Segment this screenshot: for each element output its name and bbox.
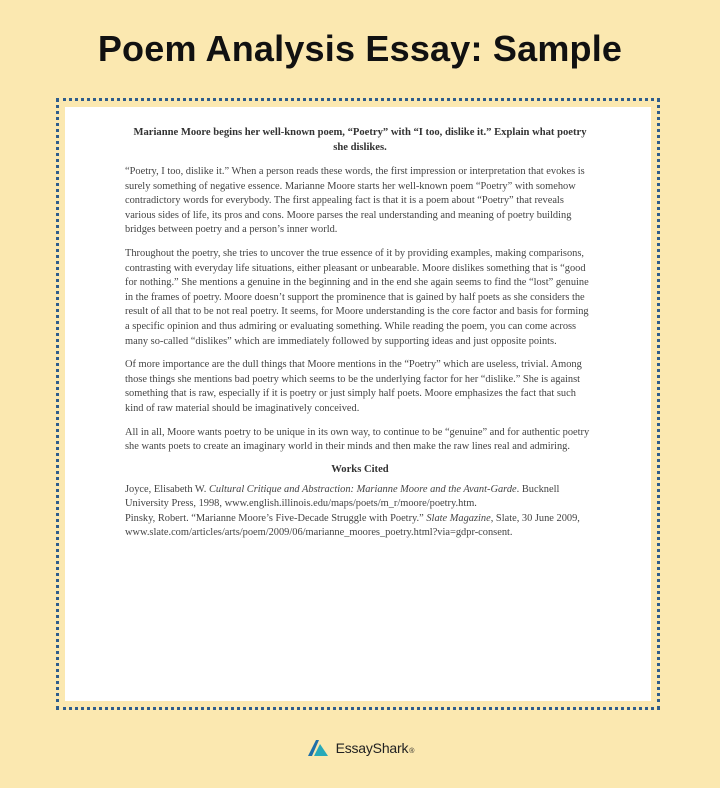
citation-1-details: . Bucknell University Press, 1998, www.english.illinois.edu/maps/poets/m_r/moore/poetry.htm. [125,483,560,510]
essayshark-logo-icon [306,738,330,758]
essay-paragraph-4: All in all, Moore wants poetry to be unique in its own way, to continue to be “genuine” and for authentic poetry she wants poets to create an imaginary world in their minds and then make the raw lines real and admiring. [125,426,590,453]
essay-paragraph-3: Of more importance are the dull things that Moore mentions in the “Poetry” which are useless, trivial. Among those things she mentions bad poetry which seems to be the underlying factor for her “dislike.” She is against something that is raw, especially if it is poetry or just simply half poets. Moore emphasizes the fact that such kind of raw material should be imaginatively conceived. [125,359,582,414]
essay-frame [56,98,660,710]
citation-2 [125,512,595,541]
works-cited-heading: Works Cited [331,463,389,475]
registered-mark: ® [409,747,415,755]
citation-2-title: Slate Magazine [426,512,491,524]
citation-1 [125,483,595,512]
citation-2-details: , Slate, 30 June 2009, www.slate.com/articles/arts/poem/2009/06/marianne_moores_poetry.html?via=gdpr-consent. [125,512,580,539]
essay-prompt: Marianne Moore begins her well-known poem, “Poetry” with “I too, dislike it.” Explain what poetry she dislikes. [133,127,587,153]
brand-name: EssayShark [335,740,409,756]
citation-1-title: Cultural Critique and Abstraction: Marianne Moore and the Avant-Garde [208,483,517,495]
citation-1-author: Joyce, Elisabeth W. [125,483,209,495]
essay-paragraph-1: “Poetry, I too, dislike it.” When a person reads these words, the first impression or interpretation that evokes is surely something of negative essence. Marianne Moore starts her well-known poem “Poetry” with somehow contradictory words for everybody. The first appealing fact is that it is a poem about “Poetry” that reveals various sides of life, its pros and cons. Moore parses the real understanding and meaning of poetry building bridges between poetry and a person’s inner world. [125,166,585,236]
citation-2-author: Pinsky, Robert. “Marianne Moore’s Five-Decade Struggle with Poetry.” [125,512,427,524]
essay-sheet [65,107,651,701]
footer-brand [0,733,720,763]
page-title: Poem Analysis Essay: Sample [97,28,623,69]
essay-paragraph-2: Throughout the poetry, she tries to uncover the true essence of it by providing examples, making comparisons, contrasting with everyday life situations, either pleasant or unbearable. Moore dislikes something that is “good for nothing.” She mentions a genuine in the beginning and in the end she again seems to find the “lost” genuine in the frames of poetry. Moore doesn’t support the prominence that is gained by half poets as she considers the result of all that to be not real poetry. It seems, for Moore understanding is the core factor and basis for forming a specific opinion and thus admiring or evaluating something. While reading the poem, you can come across many so-called “dislikes” which are immediately followed by supporting ideas and just opposite points. [125,247,589,347]
